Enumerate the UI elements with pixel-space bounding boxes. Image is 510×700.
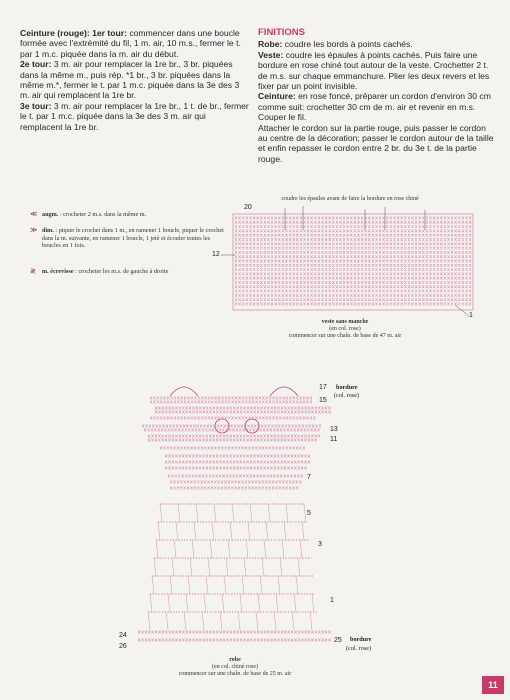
robe-row-25: 25: [334, 637, 342, 644]
robe-border-row: [138, 639, 331, 642]
robe-mesh-line: [284, 522, 286, 540]
robe-mesh-line: [204, 594, 206, 612]
robe-stitch-row: [144, 429, 320, 432]
veste-text: coudre les épaules à points cachés. Puis faire une bordure en rose chiné tout autour de la veste. Crochetter 2 t. de m.s. sur chaque emmanchure. Plier les deux revers et les fixer par un point invisible.: [258, 49, 490, 92]
robe-stitch-row: [165, 461, 310, 464]
robe-mesh-line: [298, 558, 300, 576]
robe-stitch-row: [155, 411, 331, 414]
robe-stitch-row: [142, 425, 321, 428]
robe-mesh-line: [178, 504, 180, 522]
stitch-row: [235, 303, 471, 306]
robe-mesh-line: [190, 558, 192, 576]
robe-mesh-line: [274, 612, 276, 630]
robe-paragraph: [258, 39, 496, 49]
robe-mesh-line: [260, 576, 262, 594]
veste-stitch-row: [235, 281, 471, 284]
robe-stitch-row: [150, 397, 312, 400]
robe-mesh-line: [224, 576, 226, 594]
stitch-row: [235, 234, 471, 237]
veste-stitch-row: [235, 277, 471, 280]
robe-mesh-line: [294, 594, 296, 612]
veste-stitch-row: [235, 294, 471, 297]
instructions-left: [20, 28, 250, 132]
veste-row-12: 12: [212, 251, 220, 258]
veste-stitch-row: [235, 273, 471, 276]
stitch-row: [235, 268, 471, 271]
robe-mesh-line: [174, 540, 176, 558]
stitch-row: [235, 242, 471, 245]
robe-row-11: 11: [330, 436, 338, 443]
tour1-text: commencer dans une boucle formée avec l'extrémité du fil, 1 m. air, 10 m.s., fermer le t. par 1 m.c. piquée dans la m. air du début.: [20, 28, 241, 59]
robe-mesh-line: [276, 594, 278, 612]
veste-row-20: 20: [244, 204, 252, 211]
robe-row-15: 15: [319, 397, 327, 404]
robe-row-5: 5: [307, 510, 311, 517]
robe-mesh-line: [240, 594, 242, 612]
stitch-row: [165, 455, 310, 458]
robe-stitch-row: [170, 487, 298, 490]
finitions-section: [258, 28, 496, 164]
robe-mesh-line: [282, 540, 284, 558]
robe-mesh-line: [246, 540, 248, 558]
robe-row-13: 13: [330, 426, 338, 433]
robe-mesh-line: [156, 540, 158, 558]
stitch-row: [235, 290, 471, 293]
veste-stitch-row: [235, 234, 471, 237]
robe-mesh-line: [264, 540, 266, 558]
stitch-row: [235, 281, 471, 284]
robe-mesh-line: [192, 540, 194, 558]
robe-stitch-row: [148, 439, 317, 442]
dim-term: dim.: [42, 227, 54, 234]
stitch-row: [168, 475, 303, 478]
robe-row-3: 3: [318, 541, 322, 548]
veste-stitch-chart: [225, 200, 485, 320]
veste-stitch-row: [235, 225, 471, 228]
tour3-paragraph: [20, 101, 250, 132]
robe-strap-right: [270, 387, 298, 396]
robe-mesh-line: [280, 558, 282, 576]
robe-row-1: 1: [330, 597, 334, 604]
final-paragraph: Attacher le cordon sur la partie rouge, puis passer le cordon au centre de la décoration; passer le cordon autour de la taille et enfin repasser le cordon entre 2 br. du 3e t. de la partie rouge.: [258, 122, 494, 164]
veste-stitch-row: [235, 303, 471, 306]
robe-mesh-line: [300, 540, 302, 558]
robe-strap-left: [170, 387, 198, 396]
stitch-row: [235, 238, 471, 241]
page-number: 11: [482, 676, 504, 694]
robe-bordure-top-sub: (col. rose): [334, 392, 360, 399]
stitch-row: [150, 417, 315, 420]
robe-stitch-row: [168, 475, 303, 478]
ceinture-finition-text: en rose foncé, préparer un cordon d'environ 30 cm comme suit: crochetter 30 cm de m. air et revenir en m.s. Couper le fil.: [258, 91, 491, 123]
stitch-row: [235, 217, 471, 220]
robe-bordure-bottom: bordure: [350, 636, 372, 643]
tour2-label: 2e tour:: [20, 59, 52, 70]
veste-stitch-row: [235, 247, 471, 250]
robe-stitch-row: [160, 447, 305, 450]
veste-stitch-row: [235, 242, 471, 245]
stitch-row: [148, 435, 320, 438]
robe-stitch-row: [165, 455, 310, 458]
robe-mesh-line: [186, 594, 188, 612]
veste-caption-start: commencer sur une chaîn. de base de 47 m. air: [288, 333, 402, 339]
veste-row-1: 1: [469, 312, 473, 319]
robe-mesh-line: [312, 594, 314, 612]
robe-row-7: 7: [307, 474, 311, 481]
veste-leader-1: [455, 305, 469, 316]
robe-mesh-line: [188, 576, 190, 594]
stitch-row: [235, 230, 471, 233]
veste-paragraph: [258, 50, 496, 92]
robe-motif-left: [215, 419, 229, 433]
veste-stitch-row: [235, 260, 471, 263]
tour1-label: 1er tour:: [92, 28, 127, 38]
robe-border-row: [138, 631, 331, 634]
stitch-row: [235, 251, 471, 254]
stitch-row: [235, 294, 471, 297]
robe-mesh-line: [266, 522, 268, 540]
stitch-row: [235, 285, 471, 288]
robe-mesh-line: [230, 522, 232, 540]
robe-mesh-line: [302, 522, 304, 540]
robe-caption-start: commencer sur une chaîn. de base de 25 m. air: [178, 671, 292, 677]
veste-stitch-row: [235, 255, 471, 258]
ceinture-finition-label: Ceinture:: [258, 91, 296, 102]
veste-stitch-row: [235, 285, 471, 288]
robe-mesh-line: [196, 504, 198, 522]
robe-mesh-line: [166, 612, 168, 630]
robe-mesh-line: [184, 612, 186, 630]
robe-row-17: 17: [319, 384, 327, 391]
robe-mesh-line: [154, 558, 156, 576]
robe-mesh-line: [206, 576, 208, 594]
stitch-row: [148, 439, 317, 442]
robe-row-24: 24: [119, 632, 127, 639]
robe-mesh-line: [214, 504, 216, 522]
robe-mesh-line: [152, 576, 154, 594]
stitch-row: [144, 429, 320, 432]
ecrevisse-symbol-icon: ≷: [30, 267, 36, 275]
robe-mesh-line: [220, 612, 222, 630]
veste-shoulder-note: coudre les épaules avant de faire la bordure en rose chiné: [281, 196, 419, 202]
veste-stitch-row: [235, 298, 471, 301]
robe-mesh-line: [210, 540, 212, 558]
veste-stitch-row: [235, 230, 471, 233]
robe-text: coudre les bords à points cachés.: [284, 39, 413, 50]
dim-text: : piquer le crochet dans 1 m., en ramener 1 boucle, piquer le crochet dans la m. suivante, en ramener 1 boucle, 1 jeté et écouler toutes les boucles en 1 fois.: [42, 227, 224, 250]
ceinture-label: Ceinture (rouge):: [20, 28, 90, 38]
augm-text: : crocheter 2 m.s. dans la même m.: [59, 211, 147, 218]
robe-mesh-line: [222, 594, 224, 612]
robe-mesh-line: [158, 522, 160, 540]
robe-mesh-line: [232, 504, 234, 522]
tour3-text: 3 m. air pour remplacer la 1re br., 1 t. de br., fermer le t. par 1 m.c. piquée dans la 3e des 3 m. air qui remplacent la 1re br.: [20, 100, 249, 132]
stitch-row: [165, 461, 310, 464]
veste-stitch-row: [235, 290, 471, 293]
veste-label: Veste:: [258, 49, 284, 60]
robe-mesh-line: [150, 594, 152, 612]
robe-mesh-line: [310, 612, 312, 630]
stitch-row: [235, 260, 471, 263]
robe-mesh-line: [250, 504, 252, 522]
robe-mesh-line: [244, 558, 246, 576]
tour3-label: 3e tour:: [20, 100, 52, 111]
robe-caption-title: robe: [229, 657, 241, 663]
robe-stitch-row: [150, 417, 315, 420]
stitch-row: [165, 467, 307, 470]
robe-mesh-line: [228, 540, 230, 558]
robe-mesh-line: [268, 504, 270, 522]
robe-stitch-row: [165, 467, 307, 470]
robe-label: Robe:: [258, 39, 283, 50]
veste-stitch-row: [235, 217, 471, 220]
stitch-row: [138, 639, 331, 642]
legend-ecrevisse: [30, 267, 227, 276]
robe-row-26: 26: [119, 643, 127, 650]
stitch-row: [170, 487, 298, 490]
ceinture-finition-paragraph: [258, 91, 496, 122]
ecrevisse-term: m. écrevisse: [42, 268, 74, 275]
robe-mesh-line: [226, 558, 228, 576]
legend-augm: [30, 210, 227, 219]
robe-mesh-line: [160, 504, 162, 522]
robe-mesh-line: [238, 612, 240, 630]
augm-term: augm.: [42, 211, 59, 218]
stitch-row: [150, 401, 312, 404]
stitch-row: [138, 631, 331, 634]
finitions-title: FINITIONS: [258, 27, 305, 38]
stitch-row: [235, 277, 471, 280]
robe-stitch-row: [150, 401, 312, 404]
robe-mesh-line: [172, 558, 174, 576]
veste-stitch-row: [235, 238, 471, 241]
robe-mesh-line: [304, 504, 306, 522]
veste-stitch-row: [235, 251, 471, 254]
robe-mesh-line: [296, 576, 298, 594]
stitch-row: [155, 407, 331, 410]
dim-symbol-icon: ≫: [30, 226, 38, 234]
robe-mesh-line: [256, 612, 258, 630]
legend-dim: [30, 226, 227, 250]
ceinture-paragraph: [20, 28, 250, 59]
veste-caption-title: veste sans manche: [321, 319, 369, 325]
robe-mesh-line: [262, 558, 264, 576]
robe-mesh-line: [168, 594, 170, 612]
robe-stitch-row: [148, 435, 320, 438]
robe-mesh-line: [248, 522, 250, 540]
veste-caption-sub: (en col. rose): [329, 326, 361, 332]
stitch-row: [235, 298, 471, 301]
tour2-text: 3 m. air pour remplacer la 1re br., 3 br. piquées dans la même m., puis rép. *1 br., 3 br. piquées dans la même m.*, fermer le t. par 1 m.c. piquée dans la 3e des 3 m. air qui remplacent la 1re br.: [20, 59, 240, 101]
stitch-row: [235, 247, 471, 250]
robe-bordure-top: bordure: [336, 384, 358, 391]
veste-stitch-row: [235, 268, 471, 271]
robe-mesh-line: [278, 576, 280, 594]
robe-mesh-line: [212, 522, 214, 540]
stitch-row: [235, 255, 471, 258]
stitch-row: [150, 397, 312, 400]
veste-stitch-row: [235, 221, 471, 224]
robe-caption-sub: (en col. chiné rose): [212, 664, 258, 670]
robe-mesh-line: [258, 594, 260, 612]
augm-symbol-icon: ≪: [30, 210, 38, 218]
robe-mesh-line: [176, 522, 178, 540]
ecrevisse-text: : crocheter les m.s. de gauche à droite: [75, 268, 169, 275]
stitch-row: [235, 264, 471, 267]
stitch-row: [235, 225, 471, 228]
robe-mesh-line: [170, 576, 172, 594]
stitch-row: [235, 273, 471, 276]
robe-mesh-line: [194, 522, 196, 540]
veste-stitch-row: [235, 264, 471, 267]
stitch-row: [155, 411, 331, 414]
robe-mesh-line: [242, 576, 244, 594]
robe-mesh-line: [208, 558, 210, 576]
robe-mesh-line: [292, 612, 294, 630]
stitch-row: [170, 481, 301, 484]
robe-bordure-bottom-sub: (col. rose): [346, 645, 372, 652]
robe-mesh-line: [202, 612, 204, 630]
stitch-row: [142, 425, 321, 428]
tour2-paragraph: [20, 59, 250, 101]
robe-mesh-line: [148, 612, 150, 630]
robe-stitch-row: [155, 407, 331, 410]
stitch-row: [160, 447, 305, 450]
stitch-row: [235, 221, 471, 224]
robe-stitch-row: [170, 481, 301, 484]
robe-mesh-line: [286, 504, 288, 522]
